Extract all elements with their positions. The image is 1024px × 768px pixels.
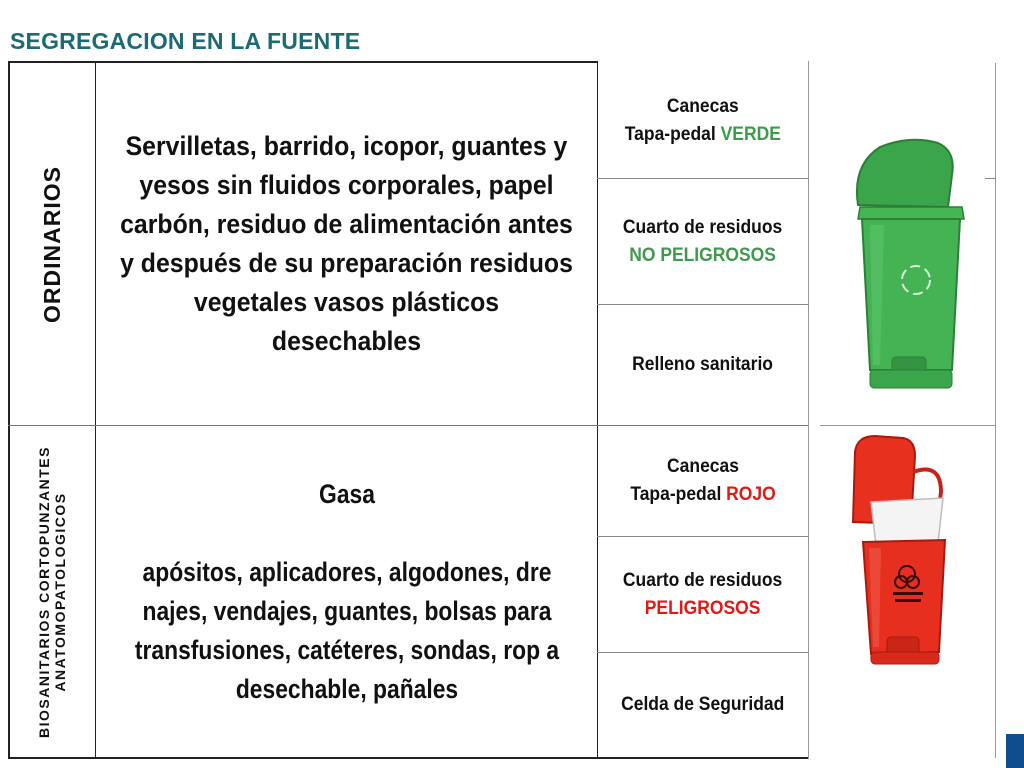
description-biosanitarios — [96, 426, 597, 758]
container-type: Tapa-pedal — [630, 484, 727, 505]
column-divider-4 — [995, 63, 996, 758]
storage-label: Cuarto de residuos — [623, 569, 783, 591]
disposal-label: Relleno sanitario — [632, 354, 774, 375]
description-heading: Gasa — [318, 479, 375, 509]
container-label: Canecas — [667, 456, 739, 477]
storage-label: Cuarto de residuos — [623, 216, 783, 238]
page-title: SEGREGACION EN LA FUENTE — [10, 28, 361, 54]
column-divider-3 — [808, 61, 809, 759]
green-pedal-bin-icon — [840, 135, 970, 400]
red-biohazard-bin-icon — [845, 432, 955, 667]
storage-type: PELIGROSOS — [645, 597, 761, 619]
description-ordinarios — [96, 62, 597, 426]
category-label: ORDINARIOS — [38, 165, 65, 323]
storage-cell-peligrosos — [598, 537, 808, 652]
description-text: Servilletas, barrido, icopor, guantes y yesos sin fluidos corporales, papel carbón, residuo de alimentación antes y después de su preparación residuos vegetales vasos plásticos desechables — [120, 131, 573, 356]
category-label — [36, 446, 68, 738]
storage-type: NO PELIGROSOS — [629, 244, 777, 266]
disposal-cell-relleno — [598, 305, 808, 425]
category-ordinarios — [9, 62, 95, 426]
container-color-word: VERDE — [720, 123, 782, 145]
category-label-line2: ANATOMOPATOLOGICOS — [52, 492, 68, 692]
container-cell-red — [598, 426, 808, 536]
disposal-label: Celda de Seguridad — [621, 694, 785, 715]
row-divider-main-right — [820, 425, 996, 426]
container-label: Canecas — [667, 95, 739, 117]
storage-cell-no-peligrosos — [598, 179, 808, 304]
category-label-line1: BIOSANITARIOS CORTOPUNZANTES — [36, 446, 52, 738]
slide-corner-accent — [1006, 734, 1024, 768]
container-color-word: ROJO — [726, 484, 776, 505]
description-text: apósitos, aplicadores, algodones, dre najes, vendajes, guantes, bolsas para transfusiones, catéteres, sondas, rop a desechable, pañales — [134, 557, 559, 704]
category-biosanitarios — [9, 426, 95, 758]
container-cell-green — [598, 63, 808, 178]
disposal-cell-celda — [598, 653, 808, 757]
row-divider-r1a-right — [985, 178, 996, 179]
container-type: Tapa-pedal — [624, 123, 721, 145]
